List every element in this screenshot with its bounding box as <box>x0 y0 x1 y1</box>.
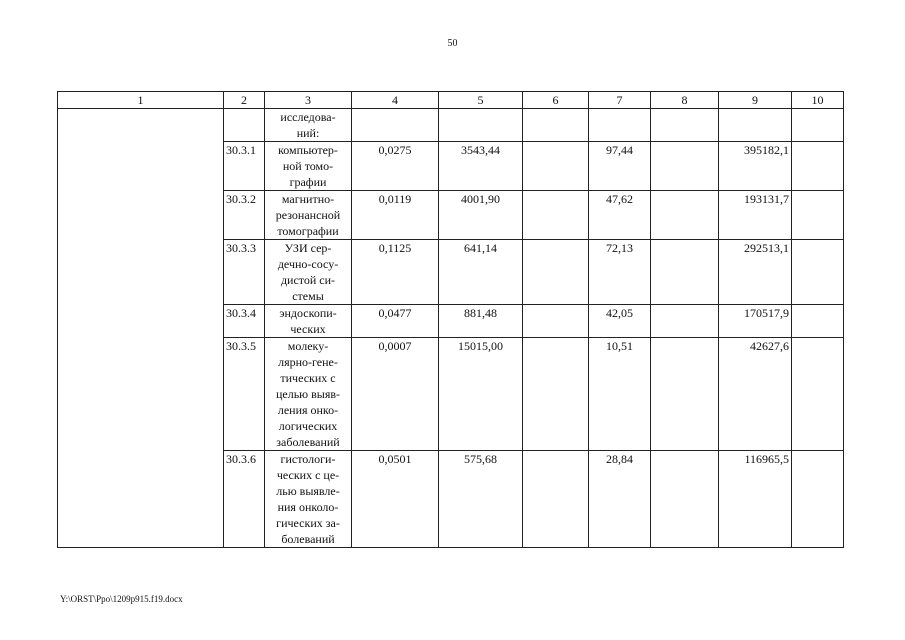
column-header: 7 <box>589 92 651 109</box>
column-header: 3 <box>265 92 352 109</box>
cell-col7: 72,13 <box>589 240 651 305</box>
table-row <box>58 109 844 142</box>
column-number-row <box>58 92 844 109</box>
cell-col6 <box>523 305 589 338</box>
row-name: УЗИ сер- дечно-сосу- дистой си- стемы <box>265 240 352 305</box>
cell-col4: 0,0275 <box>352 142 439 191</box>
cell-col6 <box>523 109 589 142</box>
row-code: 30.3.1 <box>224 142 265 191</box>
cell-col10 <box>792 109 844 142</box>
cell-col10 <box>792 240 844 305</box>
cell-col9: 170517,9 <box>719 305 792 338</box>
cell-col6 <box>523 451 589 548</box>
cell-col8 <box>651 109 719 142</box>
row-name: молеку- лярно-гене- тических с целью выяв- ления онко- логических заболеваний <box>265 338 352 451</box>
cell-col7: 28,84 <box>589 451 651 548</box>
cell-col4 <box>352 109 439 142</box>
cell-col5: 4001,90 <box>439 191 523 240</box>
table-body <box>58 109 844 548</box>
cell-col4: 0,0477 <box>352 305 439 338</box>
cell-col9: 292513,1 <box>719 240 792 305</box>
cell-col9: 116965,5 <box>719 451 792 548</box>
cell-col4: 0,1125 <box>352 240 439 305</box>
cell-col6 <box>523 338 589 451</box>
row-name: компьютер- ной томо- графии <box>265 142 352 191</box>
column-header: 10 <box>792 92 844 109</box>
row-name: магнитно- резонансной томографии <box>265 191 352 240</box>
cell-col7 <box>589 109 651 142</box>
cell-col7: 47,62 <box>589 191 651 240</box>
cell-col9: 42627,6 <box>719 338 792 451</box>
cell-col10 <box>792 338 844 451</box>
cell-col8 <box>651 142 719 191</box>
cell-col5: 641,14 <box>439 240 523 305</box>
column-header: 1 <box>58 92 224 109</box>
cell-col5: 3543,44 <box>439 142 523 191</box>
cell-col8 <box>651 338 719 451</box>
row-code: 30.3.3 <box>224 240 265 305</box>
cell-col8 <box>651 240 719 305</box>
cell-col7: 10,51 <box>589 338 651 451</box>
row-code: 30.3.6 <box>224 451 265 548</box>
column-header: 5 <box>439 92 523 109</box>
row-name: гистологи- ческих с це- лью выявле- ния онколо- гических за- болеваний <box>265 451 352 548</box>
row-code <box>224 109 265 142</box>
cell-col9: 395182,1 <box>719 142 792 191</box>
cell-col6 <box>523 240 589 305</box>
cell-col8 <box>651 305 719 338</box>
data-table <box>57 91 844 548</box>
column-header: 6 <box>523 92 589 109</box>
cell-col9: 193131,7 <box>719 191 792 240</box>
category-cell <box>58 109 224 548</box>
column-header: 8 <box>651 92 719 109</box>
cell-col6 <box>523 191 589 240</box>
cell-col4: 0,0119 <box>352 191 439 240</box>
cell-col10 <box>792 451 844 548</box>
row-name: эндоскопи- ческих <box>265 305 352 338</box>
file-path-footer: Y:\ORST\Ppo\1209p915.f19.docx <box>60 594 183 604</box>
cell-col5: 15015,00 <box>439 338 523 451</box>
column-header: 2 <box>224 92 265 109</box>
cell-col5: 881,48 <box>439 305 523 338</box>
cell-col7: 42,05 <box>589 305 651 338</box>
cell-col10 <box>792 191 844 240</box>
cell-col7: 97,44 <box>589 142 651 191</box>
cell-col10 <box>792 142 844 191</box>
cell-col6 <box>523 142 589 191</box>
row-code: 30.3.2 <box>224 191 265 240</box>
row-code: 30.3.4 <box>224 305 265 338</box>
cell-col8 <box>651 191 719 240</box>
cell-col4: 0,0501 <box>352 451 439 548</box>
cell-col4: 0,0007 <box>352 338 439 451</box>
cell-col10 <box>792 305 844 338</box>
cell-col8 <box>651 451 719 548</box>
cell-col5: 575,68 <box>439 451 523 548</box>
row-name: исследова- ний: <box>265 109 352 142</box>
row-code: 30.3.5 <box>224 338 265 451</box>
cell-col5 <box>439 109 523 142</box>
column-header: 9 <box>719 92 792 109</box>
cell-col9 <box>719 109 792 142</box>
column-header: 4 <box>352 92 439 109</box>
page-number: 50 <box>447 38 458 49</box>
